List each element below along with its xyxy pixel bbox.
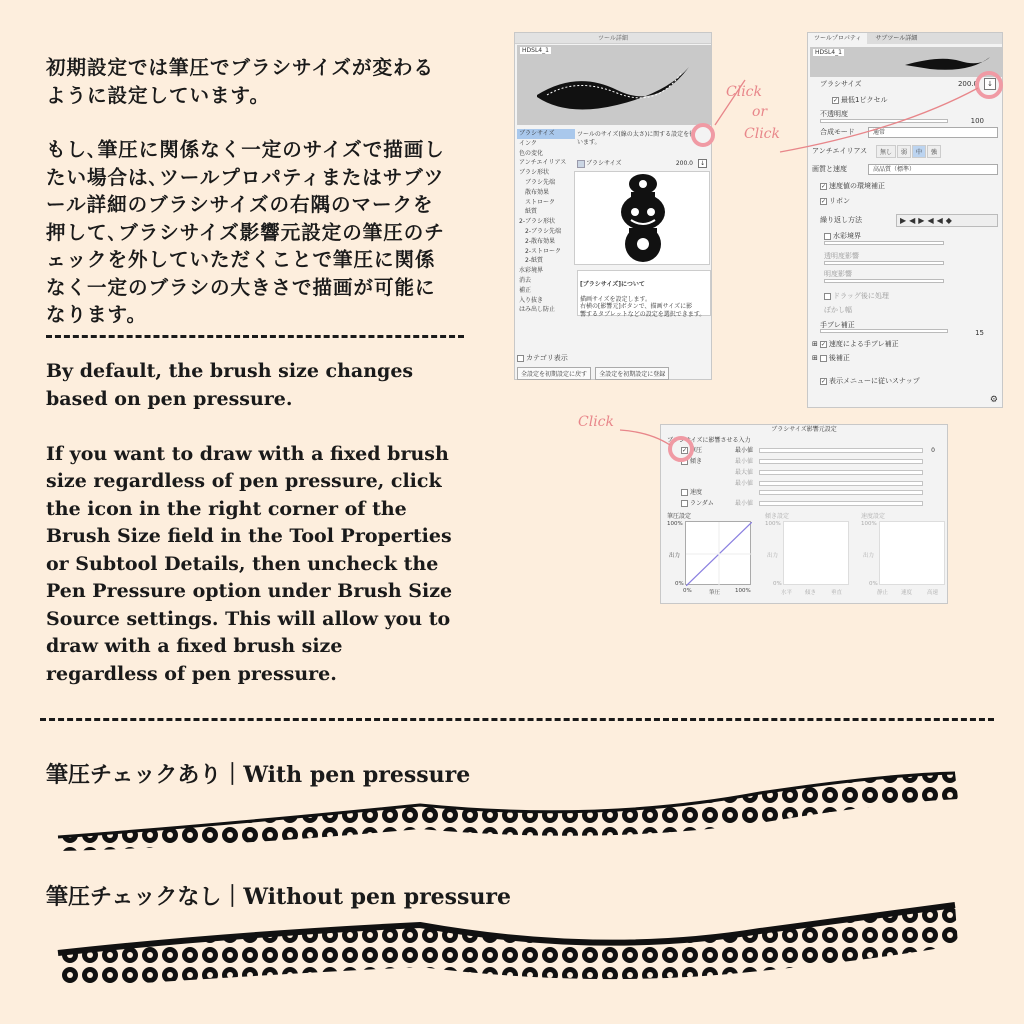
reset-all-button[interactable]: 全設定を初期設定に戻す: [517, 367, 591, 380]
checkbox-checked[interactable]: ✓: [821, 182, 827, 190]
velocity-y-label: 出力: [863, 553, 875, 559]
min-label: 最小値: [735, 480, 754, 487]
category-toggle[interactable]: [517, 353, 711, 363]
category-item[interactable]: 色の変化: [519, 149, 544, 157]
opacity-slider[interactable]: [820, 119, 948, 123]
category-item[interactable]: ストローク: [525, 198, 556, 206]
transparency-label: 透明度影響: [824, 252, 859, 260]
blur-label: ぼかし幅: [824, 306, 852, 314]
lace-tip-illustration: [575, 172, 711, 266]
or-annotation: or: [752, 104, 768, 120]
category-item[interactable]: 紙質: [525, 208, 538, 216]
tilt-y-bottom: 0%: [773, 581, 782, 587]
tilt-min-slider: [759, 459, 923, 464]
tilt-max-row: [667, 468, 943, 477]
snap-label: 表示メニューに従いスナップ: [829, 377, 920, 385]
y-axis-label: 出力: [669, 553, 681, 559]
opacity-value[interactable]: 100: [970, 117, 984, 125]
panel-footer: [517, 353, 711, 380]
en-paragraph-2: If you want to draw with a fixed brush size regardless of pen pressure, click the icon in the right corner of the Brush Size field in the Tool Properties or Subtool Details, then uncheck the Pen Pressure option under Brush Size Source settings. This will allow you to draw with a fixed brush size regardless of pen pressure.: [46, 442, 453, 685]
speed-correction-label: 速度値の環境補正: [829, 182, 885, 190]
max-label: 最大値: [735, 469, 754, 476]
brush-name: HDSL4_1: [522, 47, 549, 54]
velocity-graph-title: 速度設定: [861, 513, 886, 520]
tilt-label: 傾き: [690, 458, 703, 465]
category-item[interactable]: 2-散布効果: [525, 237, 555, 245]
brush-size-value[interactable]: 200.0: [675, 160, 693, 167]
pressure-graph-title: 筆圧設定: [667, 513, 692, 520]
brush-size-source-button[interactable]: ↓: [699, 160, 706, 167]
tilt-x-right: 垂直: [831, 590, 843, 596]
velocity-checkbox[interactable]: [681, 489, 688, 496]
brush-stroke-preview: [517, 45, 711, 125]
tilt-x-left: 水平: [781, 590, 793, 596]
pressure-min-slider[interactable]: [759, 448, 923, 453]
tilt-max-slider: [759, 470, 923, 475]
checkbox[interactable]: [517, 355, 524, 362]
antialias-option[interactable]: 無し: [876, 145, 896, 158]
velocity-slider: [759, 490, 923, 495]
info-text: 描画サイズを設定します。 右横の[影響元]ボタンで、描画サイズに影 響するタブレットなどの設定を選択できます。: [580, 295, 706, 318]
click-annotation-1: Click: [726, 84, 762, 100]
min-label: 最小値: [735, 500, 754, 507]
tab-tool-property[interactable]: ツールプロパティ: [808, 33, 867, 44]
highlight-circle-subtool: [691, 123, 715, 147]
velocity-x-mid: 速度: [901, 590, 913, 596]
category-item[interactable]: 消去: [519, 276, 532, 284]
category-item[interactable]: 補正: [519, 286, 532, 294]
brush-name: HDSL4_1: [815, 49, 842, 56]
eye-icon[interactable]: [577, 160, 585, 168]
post-correction-row[interactable]: [812, 351, 1000, 366]
min-value[interactable]: 0: [931, 447, 935, 454]
brightness-slider: [824, 279, 944, 283]
plus-icon[interactable]: ⊞: [812, 340, 818, 348]
repeat-label: 繰り返し方法: [820, 216, 862, 224]
watercolor-label: 水彩境界: [833, 232, 861, 240]
y-axis-top: 100%: [667, 521, 683, 527]
after-drag-label: ドラッグ後に処理: [833, 292, 889, 300]
brush-preview: [517, 45, 711, 125]
section-divider: [46, 335, 464, 338]
brush-size-label: ブラシサイズ: [586, 160, 622, 167]
panel-title: ツール詳細: [515, 33, 711, 44]
velocity-max-row: [667, 479, 943, 488]
click-annotation-2: Click: [744, 126, 780, 142]
ribbon-row[interactable]: [812, 194, 1000, 209]
after-drag-row: [812, 289, 1000, 304]
brush-size-value[interactable]: 200.0: [957, 80, 978, 88]
category-label: カテゴリ表示: [526, 354, 568, 362]
velocity-y-top: 100%: [861, 521, 877, 527]
tilt-x-mid: 傾き: [805, 590, 817, 596]
x-axis-right: 100%: [735, 588, 751, 594]
repeat-method-buttons[interactable]: ▶◀▶◀◀◆: [896, 214, 998, 227]
checkbox-checked[interactable]: ✓: [833, 96, 839, 104]
category-item[interactable]: ブラシ形状: [519, 169, 550, 177]
quality-select[interactable]: 高品質（標準）: [868, 164, 998, 175]
tool-property-panel: [807, 32, 1003, 408]
plus-icon[interactable]: ⊞: [812, 354, 818, 362]
category-item[interactable]: 2-ブラシ形状: [519, 218, 555, 226]
stabilization-label: 手ブレ補正: [820, 321, 855, 329]
category-item[interactable]: ブラシサイズ: [517, 129, 575, 139]
antialias-row[interactable]: [812, 144, 1000, 159]
with-pressure-label: 筆圧チェックあり｜With pen pressure: [46, 762, 471, 788]
checkbox-checked[interactable]: ✓: [820, 340, 826, 348]
brightness-label: 明度影響: [824, 270, 852, 278]
info-title: [ブラシサイズ]について: [580, 280, 645, 288]
jp-paragraph-1: 初期設定では筆圧でブラシサイズが変わる ように設定しています。: [46, 56, 434, 107]
tilt-y-top: 100%: [765, 521, 781, 527]
category-item[interactable]: インク: [519, 139, 537, 147]
transparency-slider: [824, 261, 944, 265]
random-checkbox[interactable]: [681, 500, 688, 507]
brush-size-label: ブラシサイズ: [820, 80, 862, 88]
source-header: ブラシサイズに影響させる入力: [667, 437, 751, 444]
wrench-icon[interactable]: ⚙: [989, 395, 998, 405]
quality-label: 画質と速度: [812, 165, 847, 173]
stroke-with-pressure: [0, 765, 1024, 865]
random-label: ランダム: [690, 500, 714, 507]
velocity-y-bottom: 0%: [869, 581, 878, 587]
min-pixel-row[interactable]: [812, 93, 1000, 108]
brush-preview: [810, 47, 1002, 77]
stabilization-slider[interactable]: [820, 329, 948, 333]
category-description: ツールのサイズ(線の太さ)に関する設定を行 います。: [577, 131, 696, 146]
checkbox[interactable]: [820, 355, 827, 362]
register-all-button[interactable]: 全設定を初期設定に登録: [595, 367, 669, 380]
blend-mode-select[interactable]: 通常: [868, 127, 998, 138]
velocity-label: 速度: [690, 489, 703, 496]
velocity-x-left: 静止: [877, 590, 889, 596]
y-axis-bottom: 0%: [675, 581, 684, 587]
stroke-without-pressure: [0, 885, 1024, 985]
min-pixel-label: 最低1ピクセル: [841, 96, 888, 104]
checkbox-checked[interactable]: ✓: [821, 377, 827, 385]
section-divider: [40, 718, 994, 721]
without-pressure-label: 筆圧チェックなし｜Without pen pressure: [46, 884, 512, 910]
ribbon-label: リボン: [829, 197, 850, 205]
watercolor-slider: [824, 241, 944, 245]
antialias-option[interactable]: 強: [927, 145, 941, 158]
repeat-row[interactable]: [812, 213, 1000, 228]
pressure-checkbox[interactable]: ✓: [682, 447, 688, 454]
category-item[interactable]: 入り抜き: [519, 296, 544, 304]
category-item[interactable]: 2-紙質: [525, 257, 543, 265]
category-item[interactable]: 散布効果: [525, 188, 550, 196]
category-item[interactable]: 水彩境界: [519, 267, 544, 275]
brush-size-source-panel: [660, 424, 948, 604]
velocity-min-slider: [759, 481, 923, 486]
antialias-option[interactable]: 中: [912, 145, 926, 158]
post-correction-label: 後補正: [828, 354, 850, 362]
tilt-y-label: 出力: [767, 553, 779, 559]
click-annotation-3: Click: [578, 414, 614, 430]
checkbox: [824, 293, 831, 300]
speed-correction-row[interactable]: [812, 179, 1000, 194]
tab-subtool-detail[interactable]: サブツール詳細: [875, 35, 918, 42]
brush-size-row[interactable]: [812, 77, 1000, 92]
stabilization-value[interactable]: 15: [975, 329, 984, 337]
pressure-row[interactable]: [667, 446, 943, 455]
highlight-circle-pressure: [668, 436, 694, 462]
panel-title: ブラシサイズ影響元設定: [771, 426, 837, 433]
x-axis-left: 0%: [683, 588, 692, 594]
tilt-row[interactable]: [667, 457, 943, 466]
speed-stabilization-label: 速度による手ブレ補正: [828, 340, 899, 348]
random-min-slider: [759, 501, 923, 506]
tilt-graph-title: 傾き設定: [765, 513, 790, 520]
brush-tip-image: [574, 171, 710, 265]
checkbox[interactable]: [824, 233, 831, 240]
random-row[interactable]: [667, 499, 943, 508]
tilt-curve-graph: [783, 521, 849, 585]
velocity-row[interactable]: [667, 488, 943, 497]
min-label: 最小値: [735, 447, 754, 454]
category-list: [517, 129, 575, 315]
antialias-label: アンチエイリアス: [812, 147, 868, 155]
category-item[interactable]: アンチエイリアス: [519, 159, 567, 167]
category-item[interactable]: 2-ストローク: [525, 247, 561, 255]
jp-paragraph-2: もし､筆圧に関係なく一定のサイズで描画し たい場合は､ツールプロパティまたはサブツ ール詳細のブラシサイズの右隅のマークを 押して､ブラシサイズ影響元設定の筆圧のチ ェックを外していただくことで筆圧に関係 なく一定のブラシの大きさで描画が可能に なります。: [46, 138, 445, 326]
brush-size-source-button[interactable]: ↓: [984, 78, 996, 90]
category-item[interactable]: はみ出し防止: [519, 306, 556, 314]
pressure-label: 筆圧: [690, 447, 703, 454]
quality-row[interactable]: [812, 162, 1000, 177]
blend-mode-label: 合成モード: [820, 128, 855, 136]
info-box: [577, 270, 711, 316]
japanese-instructions: [46, 54, 476, 329]
snap-row[interactable]: [812, 374, 1000, 389]
english-instructions: [46, 358, 476, 716]
panel-tabs: [808, 33, 1002, 44]
category-item[interactable]: 2-ブラシ先端: [525, 227, 561, 235]
x-axis-label: 筆圧: [709, 590, 721, 596]
antialias-option[interactable]: 弱: [897, 145, 911, 158]
antialias-options[interactable]: [876, 145, 941, 158]
highlight-circle-toolprop: [975, 71, 1003, 99]
blend-mode-row[interactable]: [812, 125, 1000, 140]
speed-stabilization-row[interactable]: [812, 337, 1000, 352]
velocity-x-right: 高速: [927, 590, 939, 596]
pressure-curve-graph[interactable]: [685, 521, 751, 585]
blur-row: [812, 303, 1000, 318]
brush-size-row[interactable]: [577, 158, 711, 169]
checkbox-checked[interactable]: ✓: [821, 197, 827, 205]
opacity-label: 不透明度: [820, 110, 848, 118]
en-paragraph-1: By default, the brush size changes based on pen pressure.: [46, 360, 414, 410]
category-item[interactable]: ブラシ先端: [525, 178, 556, 186]
velocity-curve-graph: [879, 521, 945, 585]
min-label: 最小値: [735, 458, 754, 465]
